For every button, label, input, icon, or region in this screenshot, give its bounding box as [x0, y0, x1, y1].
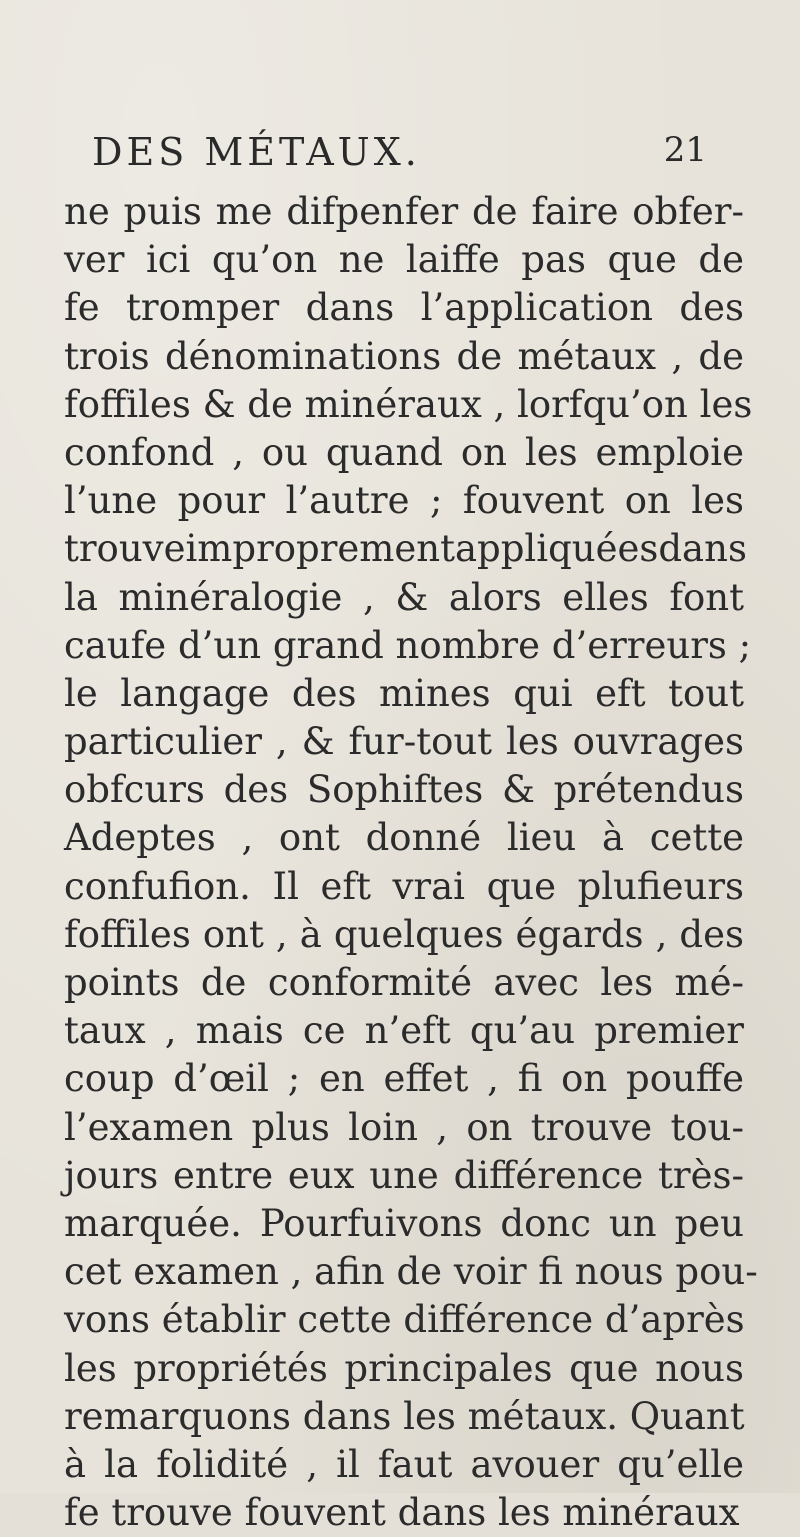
text-line: fe tromper dans l’application des	[64, 286, 744, 330]
text-line: foffiles & de minéraux , lorfqu’on les	[64, 382, 753, 426]
text-line: confufion. Il eft vrai que plufieurs	[64, 864, 744, 908]
body-text	[64, 188, 758, 1537]
page-header	[92, 130, 707, 178]
text-line: les propriétés principales que nous	[64, 1346, 744, 1390]
text-line: trouveimproprementappliquéesdans	[64, 527, 747, 571]
text-line: points de conformité avec les mé-	[64, 961, 744, 1004]
text-line: l’une pour l’autre ; fouvent on les	[64, 479, 744, 523]
text-line: Adeptes , ont donné lieu à cette	[64, 816, 744, 860]
text-line: remarquons dans les métaux. Quant	[64, 1394, 745, 1438]
text-line: confond , ou quand on les emploie	[64, 430, 744, 474]
text-line: vons établir cette différence d’après	[64, 1298, 745, 1342]
text-line: jours entre eux une différence très-	[64, 1153, 744, 1197]
text-line: caufe d’un grand nombre d’erreurs ;	[64, 623, 752, 667]
text-line: la minéralogie , & alors elles font	[64, 575, 744, 619]
text-line: particulier , & fur-tout les ouvrages	[64, 720, 744, 764]
text-line: foffiles ont , à quelques égards , des	[64, 912, 744, 956]
text-line: marquée. Pourfuivons donc un peu	[64, 1201, 744, 1245]
page-number: 21	[663, 130, 707, 170]
text-line: à la folidité , il faut avouer qu’elle	[64, 1442, 744, 1486]
text-line: ver ici qu’on ne laiffe pas que de	[64, 238, 744, 282]
text-line: cet examen , afin de voir fi nous pou-	[64, 1250, 758, 1294]
text-line: ne puis me difpenfer de faire obfer-	[64, 190, 744, 233]
text-line: coup d’œil ; en effet , fi on pouffe	[64, 1057, 744, 1101]
text-line: taux , mais ce n’eft qu’au premier	[64, 1009, 744, 1053]
text-line: le langage des mines qui eft tout	[64, 671, 744, 715]
text-line: fe trouve fouvent dans les minéraux	[64, 1491, 740, 1535]
text-line: l’examen plus loin , on trouve tou-	[64, 1105, 744, 1149]
text-line: obfcurs des Sophiftes & prétendus	[64, 768, 744, 812]
running-title: DES MÉTAUX.	[92, 130, 421, 174]
text-line: trois dénominations de métaux , de	[64, 334, 744, 378]
